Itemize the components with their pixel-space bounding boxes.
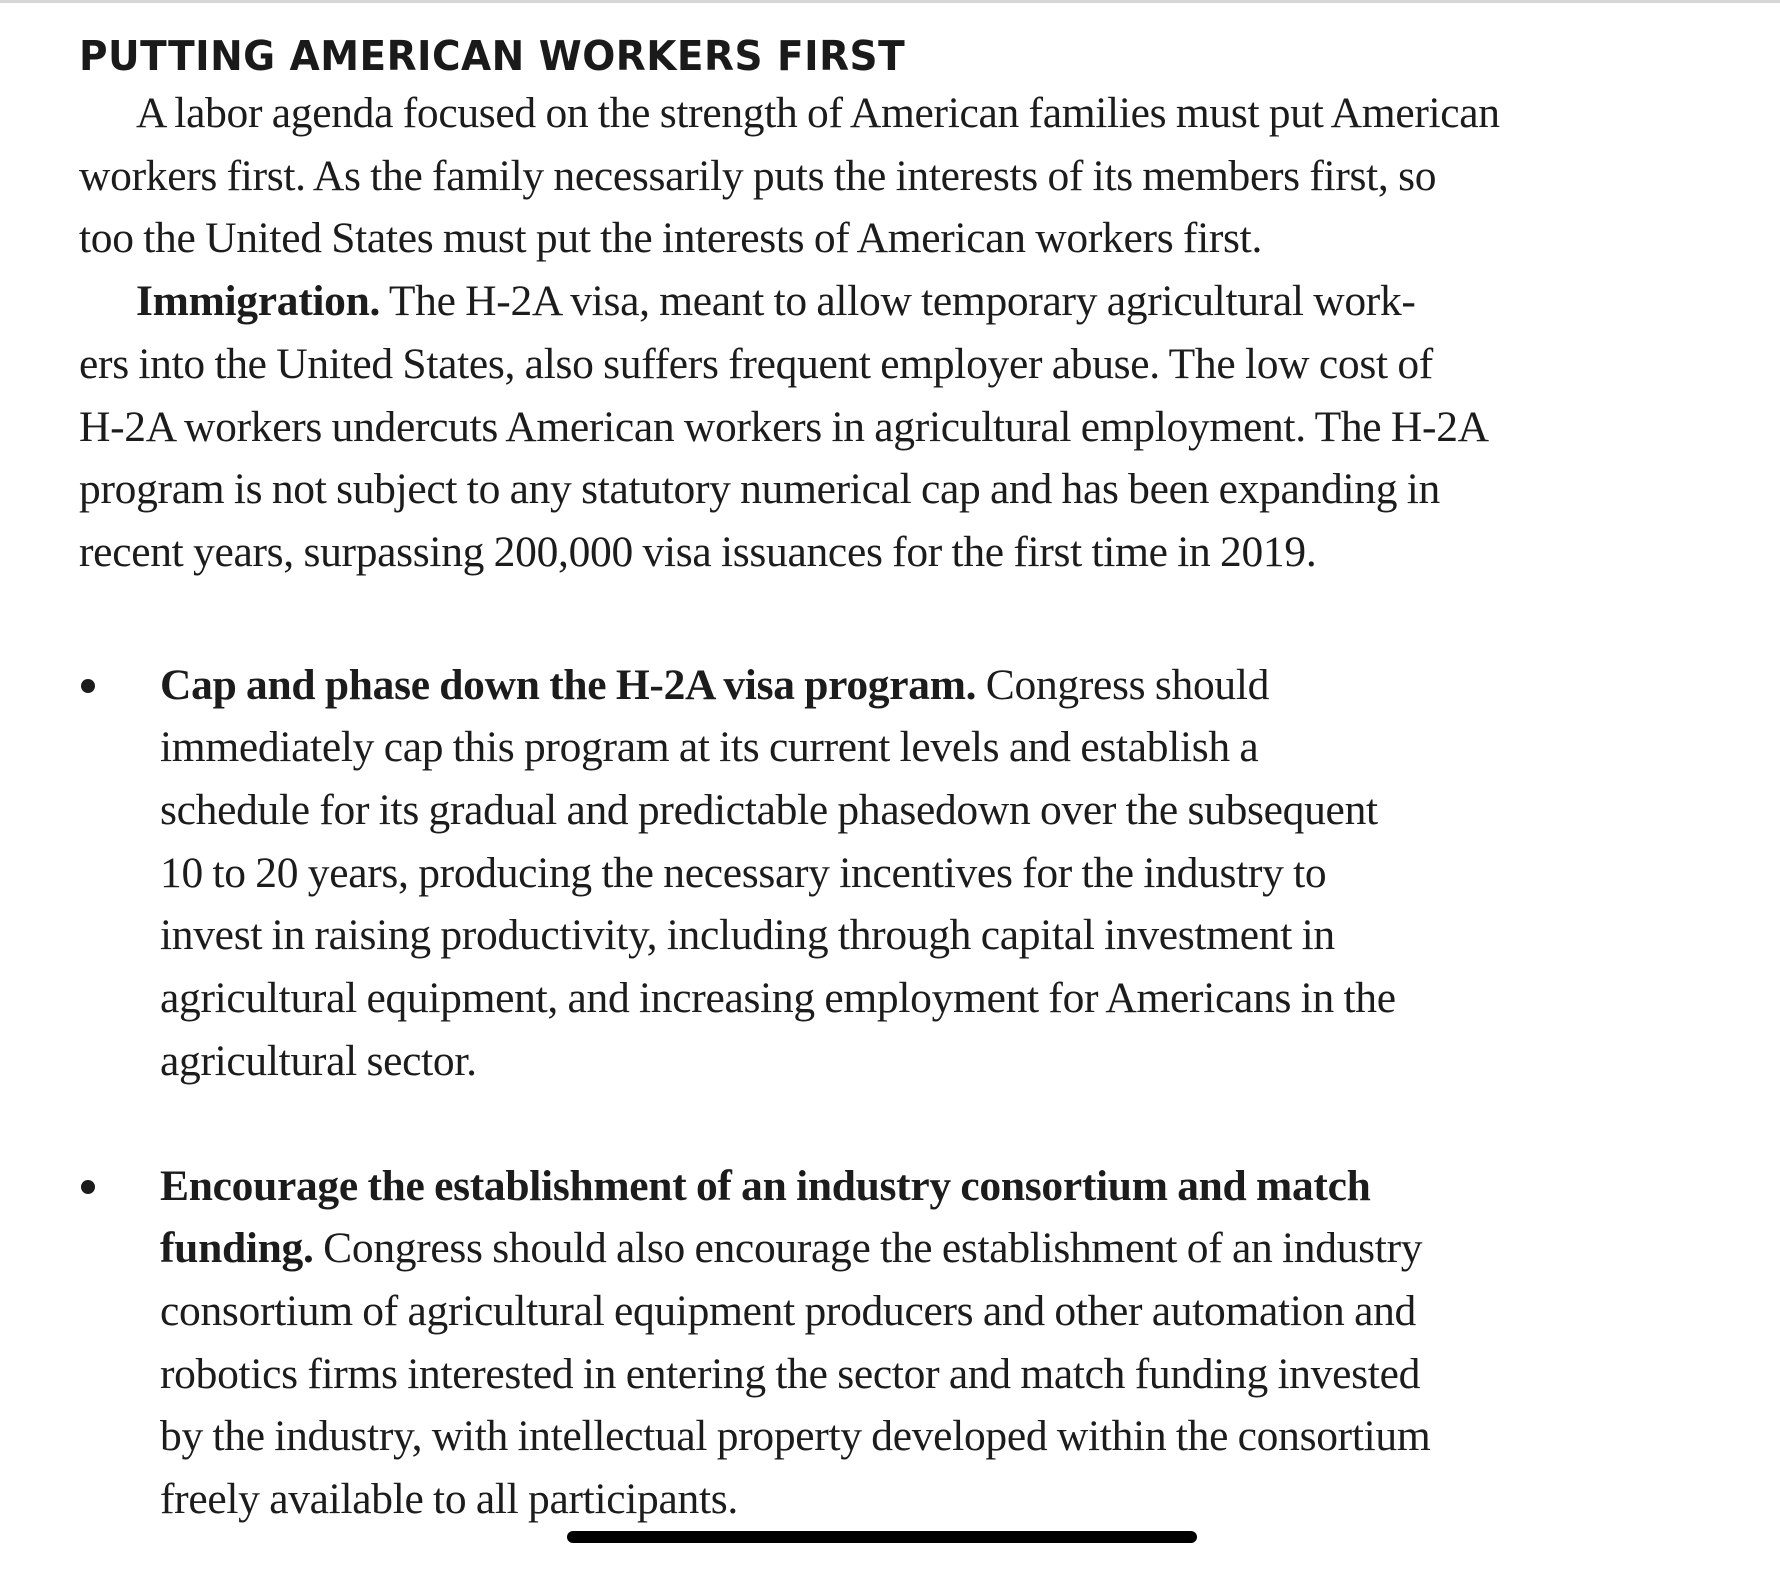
immigration-first-line-text: The H-2A visa, meant to allow temporary agricultural work- <box>380 277 1416 326</box>
recommendation-second-line-text: Congress should also encourage the establishment of an industry <box>313 1224 1423 1273</box>
intro-line: A labor agenda focused on the strength of American families must put American <box>136 89 1500 137</box>
bullet-icon <box>81 679 95 693</box>
recommendation-line: freely available to all participants. <box>160 1475 738 1524</box>
immigration-line: H-2A workers undercuts American workers in agricultural employment. The H-2A <box>79 402 1489 451</box>
recommendation-item <box>79 1155 1719 1531</box>
recommendation-lead-end: funding. <box>160 1224 314 1273</box>
recommendation-lead: Encourage the establishment of an industry consortium and match <box>160 1161 1371 1210</box>
recommendation-first-line <box>160 654 1719 717</box>
recommendation-line: 10 to 20 years, producing the necessary incentives for the industry to <box>160 848 1327 897</box>
intro-paragraph <box>79 82 1719 270</box>
recommendation-line: consortium of agricultural equipment producers and other automation and <box>160 1286 1416 1335</box>
recommendation-item <box>79 654 1719 1093</box>
recommendation-line: invest in raising productivity, including through capital investment in <box>160 911 1335 960</box>
intro-line: workers first. As the family necessarily puts the interests of its members first, so <box>79 151 1437 200</box>
document-page <box>79 30 1719 1593</box>
recommendation-line: schedule for its gradual and predictable phasedown over the subsequent <box>160 786 1378 835</box>
immigration-line: ers into the United States, also suffers frequent employer abuse. The low cost of <box>79 339 1433 388</box>
immigration-line: program is not subject to any statutory numerical cap and has been expanding in <box>79 465 1440 514</box>
immigration-first-line <box>79 270 1719 333</box>
section-heading: PUTTING AMERICAN WORKERS FIRST <box>79 32 906 80</box>
recommendation-second-line <box>160 1217 1719 1280</box>
recommendations-list <box>79 654 1719 1531</box>
recommendation-line: robotics firms interested in entering the sector and match funding invested <box>160 1349 1421 1398</box>
recommendation-line: agricultural sector. <box>160 1036 477 1085</box>
recommendation-text <box>160 1155 1719 1531</box>
immigration-lead: Immigration. <box>136 277 381 326</box>
intro-line: too the United States must put the interests of American workers first. <box>79 214 1263 263</box>
bullet-icon <box>81 1180 95 1194</box>
recommendation-line: by the industry, with intellectual property developed within the consortium <box>160 1412 1431 1461</box>
recommendation-line: agricultural equipment, and increasing employment for Americans in the <box>160 974 1396 1023</box>
immigration-paragraph <box>79 270 1719 584</box>
recommendation-text <box>160 654 1719 1093</box>
recommendation-first-line-text: Congress should <box>976 660 1270 709</box>
recommendation-line: immediately cap this program at its current levels and establish a <box>160 723 1259 772</box>
recommendation-lead: Cap and phase down the H-2A visa program. <box>160 660 977 709</box>
home-indicator[interactable] <box>567 1531 1197 1543</box>
top-divider <box>0 0 1780 3</box>
immigration-line: recent years, surpassing 200,000 visa issuances for the first time in 2019. <box>79 527 1317 576</box>
